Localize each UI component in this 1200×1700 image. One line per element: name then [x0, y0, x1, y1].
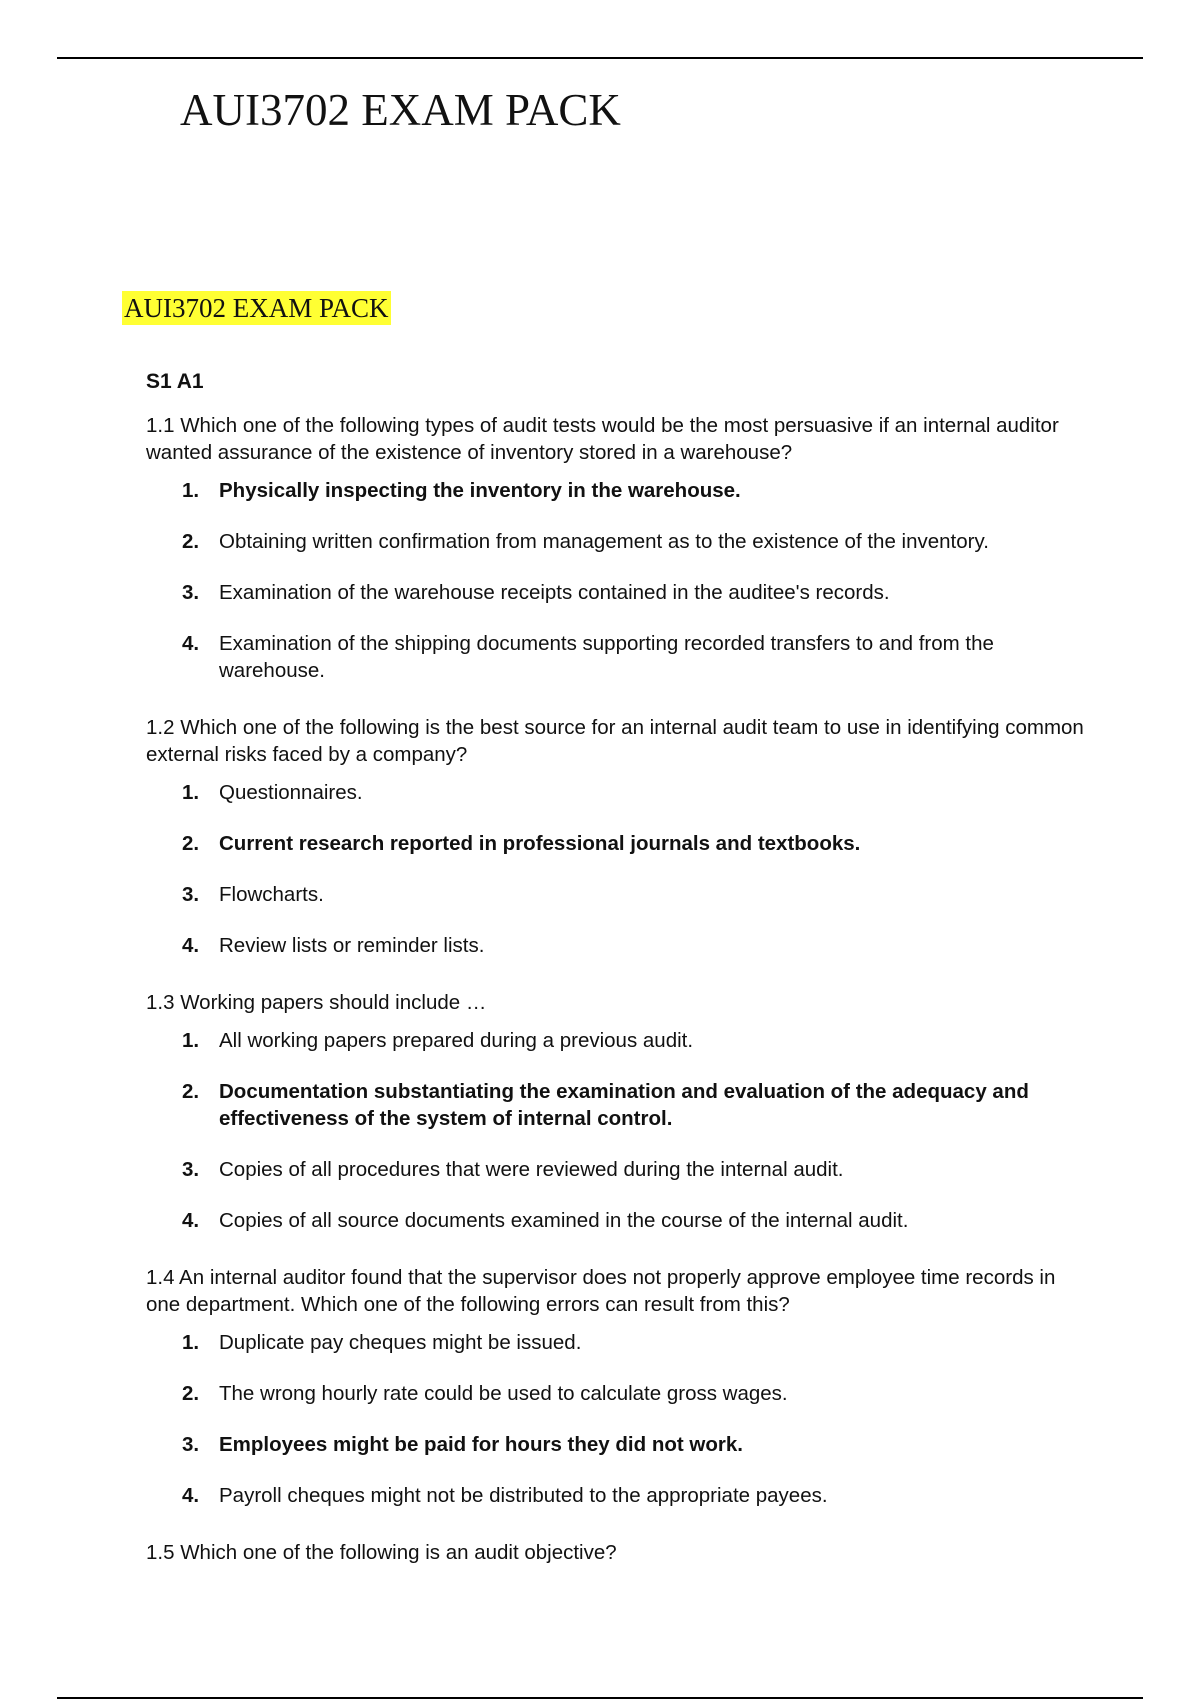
option — [146, 1027, 1086, 1054]
option-number: 2. — [182, 530, 200, 553]
option-list — [146, 1027, 1086, 1234]
option-number: 4. — [182, 934, 200, 957]
option-text: Obtaining written confirmation from management as to the existence of the inventory. — [219, 530, 989, 553]
option-text: Questionnaires. — [219, 781, 363, 804]
option-number: 1. — [182, 781, 200, 804]
page-title: AUI3702 EXAM PACK — [180, 85, 621, 135]
option-text: Current research reported in professional journals and textbooks. — [219, 832, 861, 855]
question-block — [146, 412, 1086, 684]
option — [146, 630, 1086, 684]
option-text: Duplicate pay cheques might be issued. — [219, 1331, 582, 1354]
option-number: 4. — [182, 1484, 200, 1507]
option-text: Payroll cheques might not be distributed to the appropriate payees. — [219, 1484, 828, 1507]
option-number: 3. — [182, 883, 200, 906]
option — [146, 932, 1086, 959]
question-text: 1.1 Which one of the following types of audit tests would be the most persuasive if an internal auditor wanted assurance of the existence of inventory stored in a warehouse? — [146, 414, 1059, 464]
option-number: 1. — [182, 479, 200, 502]
option-text: The wrong hourly rate could be used to calculate gross wages. — [219, 1382, 788, 1405]
option-text: Employees might be paid for hours they did not work. — [219, 1433, 743, 1456]
option-text: All working papers prepared during a previous audit. — [219, 1029, 694, 1052]
option-number: 4. — [182, 1209, 200, 1232]
option-correct — [146, 830, 1086, 857]
option-text: Copies of all procedures that were reviewed during the internal audit. — [219, 1158, 844, 1181]
option-text: Review lists or reminder lists. — [219, 934, 485, 957]
option — [146, 528, 1086, 555]
option-list — [146, 1329, 1086, 1509]
question-list — [146, 412, 1086, 1577]
option-correct — [146, 1431, 1086, 1458]
option-number: 2. — [182, 1382, 200, 1405]
option-text: Copies of all source documents examined in the course of the internal audit. — [219, 1209, 909, 1232]
question-block — [146, 989, 1086, 1234]
question-block — [146, 1539, 1086, 1566]
option-text: Flowcharts. — [219, 883, 324, 906]
option — [146, 1207, 1086, 1234]
question-block — [146, 1264, 1086, 1509]
option — [146, 1380, 1086, 1407]
option-number: 1. — [182, 1331, 200, 1354]
option-number: 2. — [182, 832, 200, 855]
top-rule — [57, 57, 1143, 59]
option — [146, 779, 1086, 806]
option-number: 3. — [182, 1433, 200, 1456]
option — [146, 579, 1086, 606]
option — [146, 1329, 1086, 1356]
question-text: 1.3 Working papers should include … — [146, 991, 487, 1014]
question-text: 1.2 Which one of the following is the best source for an internal audit team to use in identifying common external risks faced by a company? — [146, 716, 1084, 766]
question-text: 1.4 An internal auditor found that the supervisor does not properly approve employee time records in one department. Which one of the following errors can result from this? — [146, 1266, 1056, 1316]
highlighted-title: AUI3702 EXAM PACK — [124, 293, 389, 323]
option-correct — [146, 1078, 1086, 1132]
question-text: 1.5 Which one of the following is an audit objective? — [146, 1541, 617, 1564]
option-number: 3. — [182, 1158, 200, 1181]
section-heading: S1 A1 — [146, 370, 204, 393]
option — [146, 1156, 1086, 1183]
option-list — [146, 477, 1086, 684]
option-number: 2. — [182, 1080, 200, 1103]
question-block — [146, 714, 1086, 959]
option-text: Physically inspecting the inventory in the warehouse. — [219, 479, 741, 502]
option-list — [146, 779, 1086, 959]
option-text: Examination of the shipping documents supporting recorded transfers to and from the warehouse. — [219, 632, 994, 682]
option — [146, 1482, 1086, 1509]
bottom-rule — [57, 1697, 1143, 1699]
option — [146, 881, 1086, 908]
option-text: Documentation substantiating the examination and evaluation of the adequacy and effectiveness of the system of internal control. — [219, 1080, 1029, 1130]
option-number: 3. — [182, 581, 200, 604]
option-number: 1. — [182, 1029, 200, 1052]
option-text: Examination of the warehouse receipts contained in the auditee's records. — [219, 581, 890, 604]
option-correct — [146, 477, 1086, 504]
option-number: 4. — [182, 632, 200, 655]
